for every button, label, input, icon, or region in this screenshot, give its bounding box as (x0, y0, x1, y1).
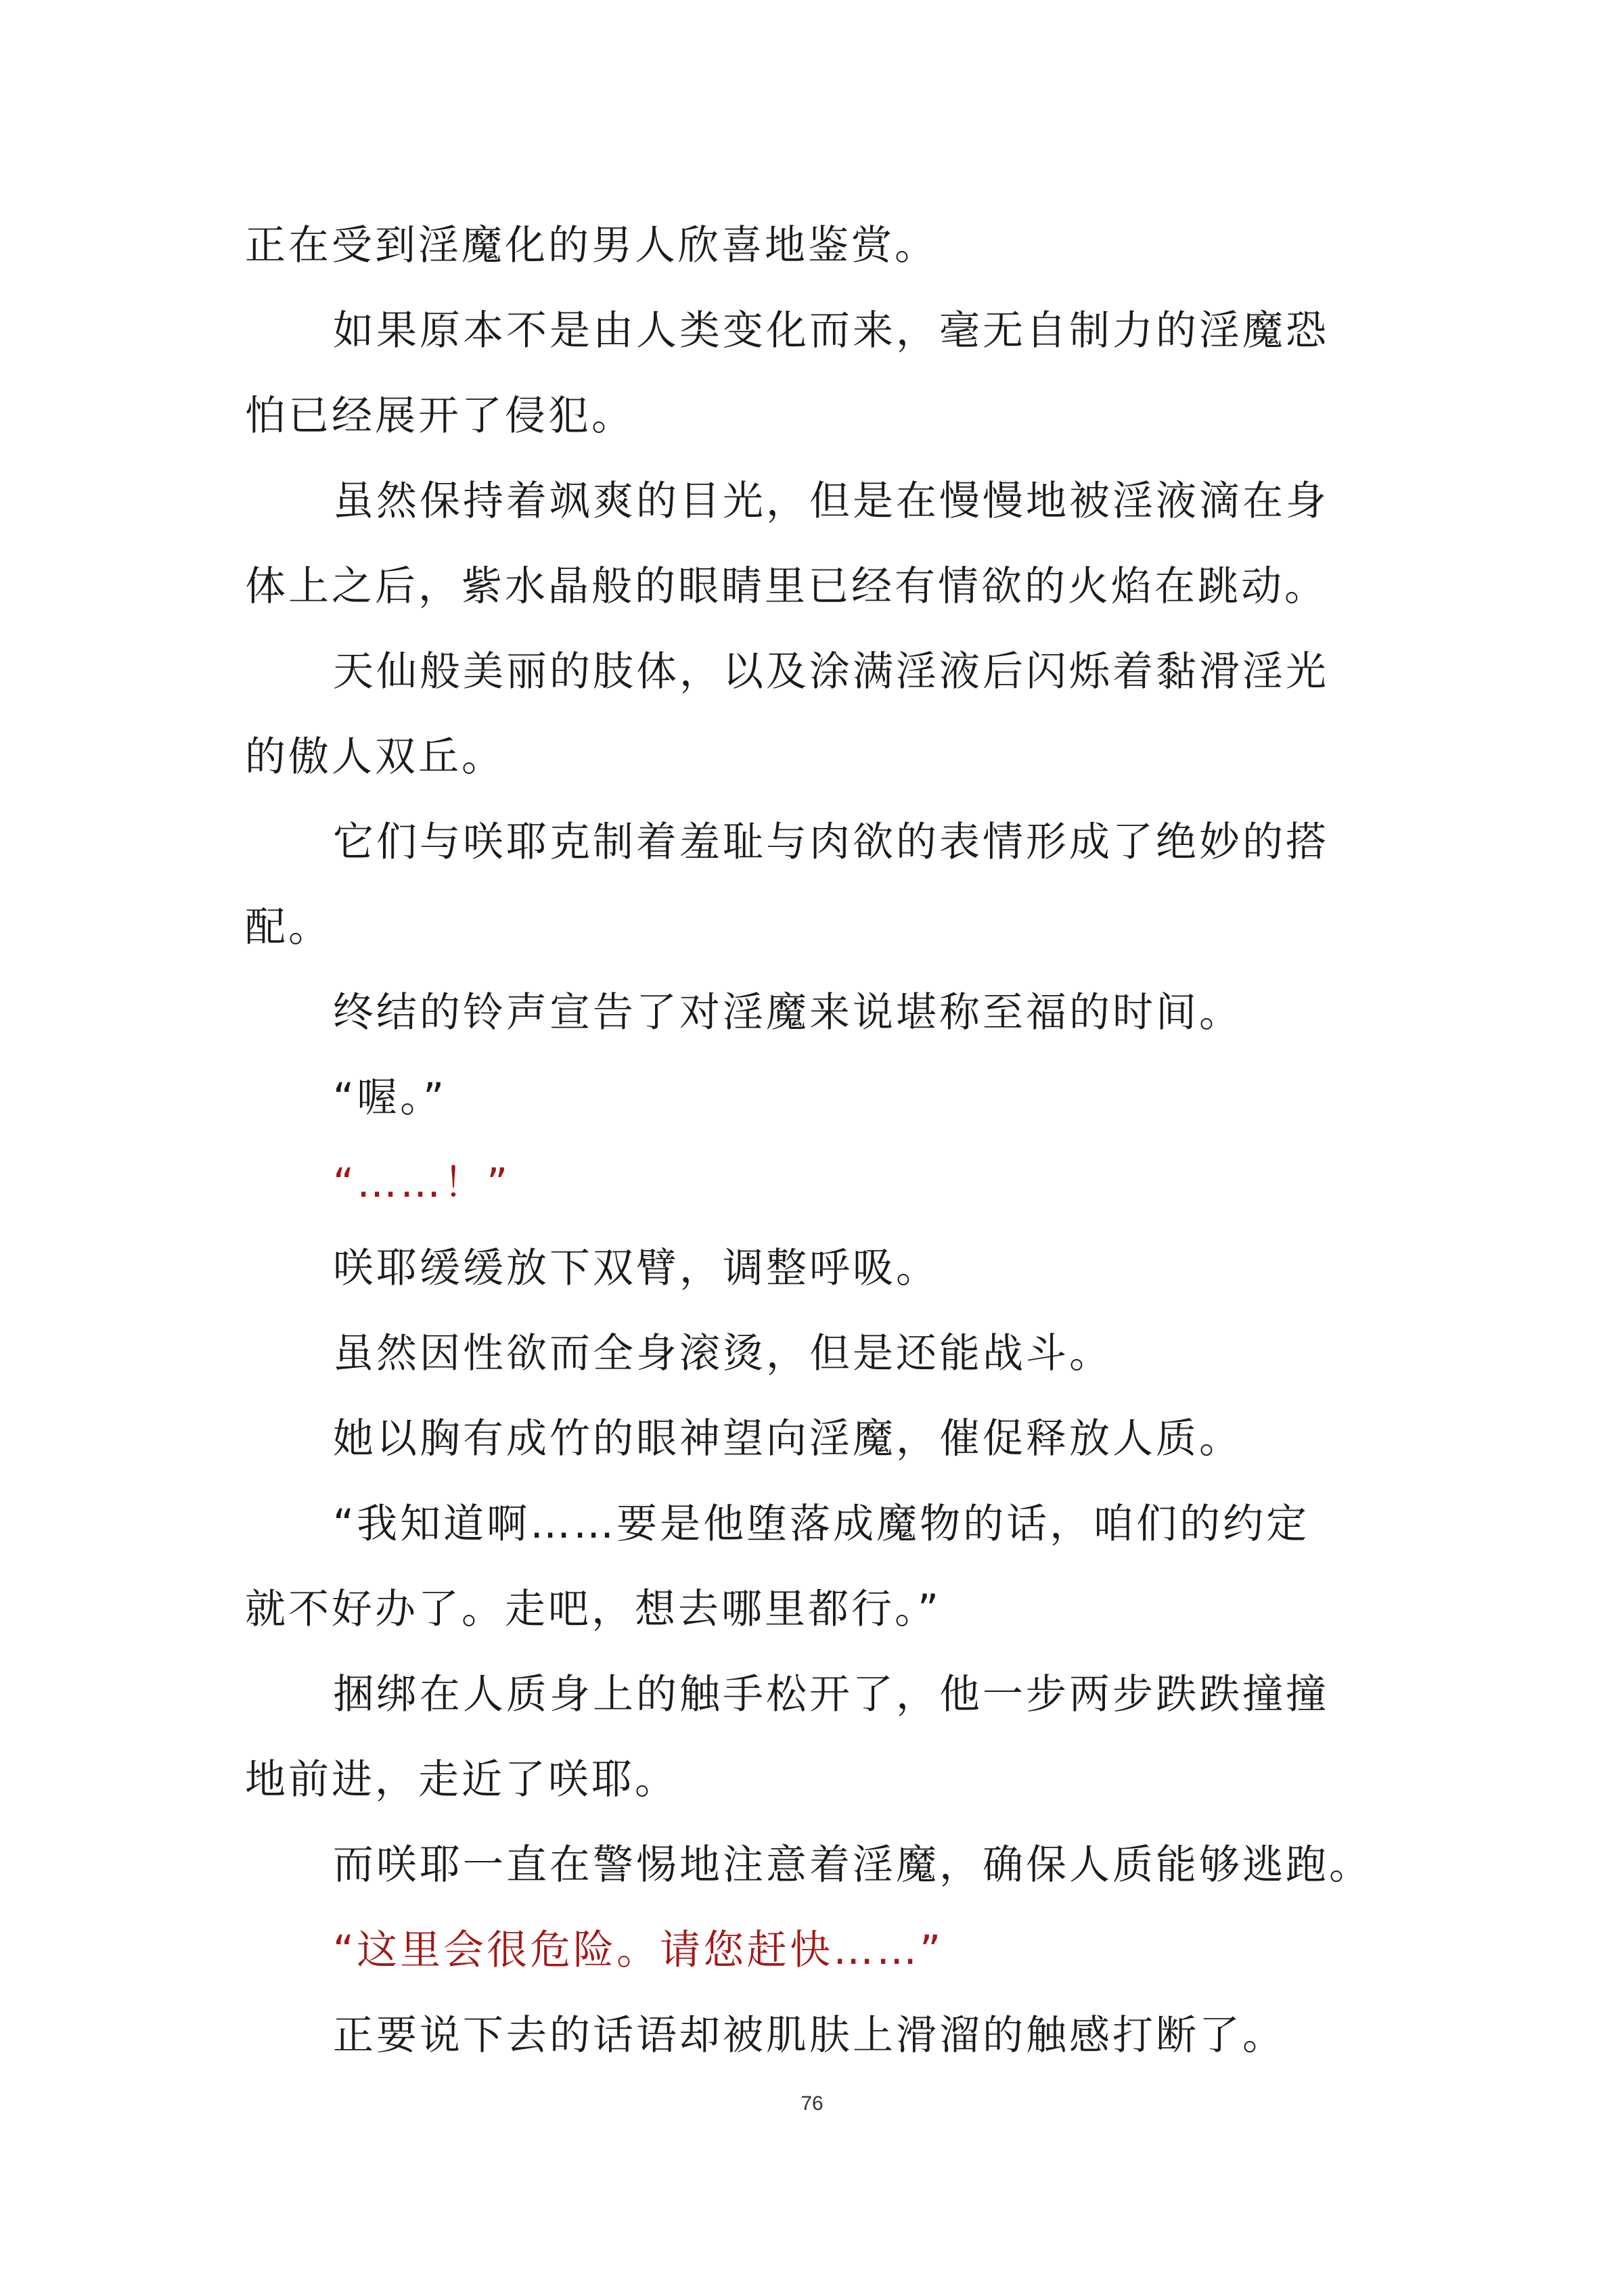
page-number: 76 (800, 2092, 824, 2115)
paragraph-start: 如果原本不是由人类变化而来，毫无自制力的淫魔恐 (333, 307, 1329, 354)
highlighted-dialogue-line: “……！” (333, 1160, 511, 1207)
text-column (245, 203, 1395, 2078)
dialogue-line: “喔。” (333, 1074, 447, 1122)
paragraph-start: 天仙般美丽的肢体，以及涂满淫液后闪烁着黏滑淫光 (333, 648, 1329, 695)
text-line: 配。 (245, 904, 332, 951)
paragraph-start: 她以胸有成竹的眼神望向淫魔，催促释放人质。 (333, 1415, 1242, 1463)
text-line: 地前进，走近了咲耶。 (245, 1756, 678, 1804)
text-line: 正在受到淫魔化的男人欣喜地鉴赏。 (245, 222, 938, 269)
highlighted-dialogue-line: “这里会很危险。请您赶快……” (333, 1927, 944, 1974)
paragraph-start: 咲耶缓缓放下双臂，调整呼吸。 (333, 1245, 939, 1292)
paragraph-start: 捆绑在人质身上的触手松开了，他一步两步跌跌撞撞 (333, 1671, 1329, 1718)
paragraph-start: 正要说下去的话语却被肌肤上滑溜的触感打断了。 (333, 2012, 1286, 2059)
dialogue-line: “我知道啊……要是他堕落成魔物的话，咱们的约定 (333, 1500, 1310, 1548)
paragraph-start: 虽然保持着飒爽的目光，但是在慢慢地被淫液滴在身 (333, 478, 1329, 525)
text-line: 怕已经展开了侵犯。 (245, 392, 635, 440)
paragraph-start: 而咲耶一直在警惕地注意着淫魔，确保人质能够逃跑。 (333, 1841, 1372, 1889)
paragraph-start: 终结的铃声宣告了对淫魔来说堪称至福的时间。 (333, 989, 1242, 1036)
paragraph-start: 虽然因性欲而全身滚烫，但是还能战斗。 (333, 1330, 1112, 1377)
paragraph-start: 它们与咲耶克制着羞耻与肉欲的表情形成了绝妙的搭 (333, 819, 1329, 866)
text-line: 体上之后，紫水晶般的眼睛里已经有情欲的火焰在跳动。 (245, 563, 1328, 610)
text-line: 的傲人双丘。 (245, 733, 505, 781)
text-line: 就不好办了。走吧，想去哪里都行。” (245, 1586, 942, 1633)
